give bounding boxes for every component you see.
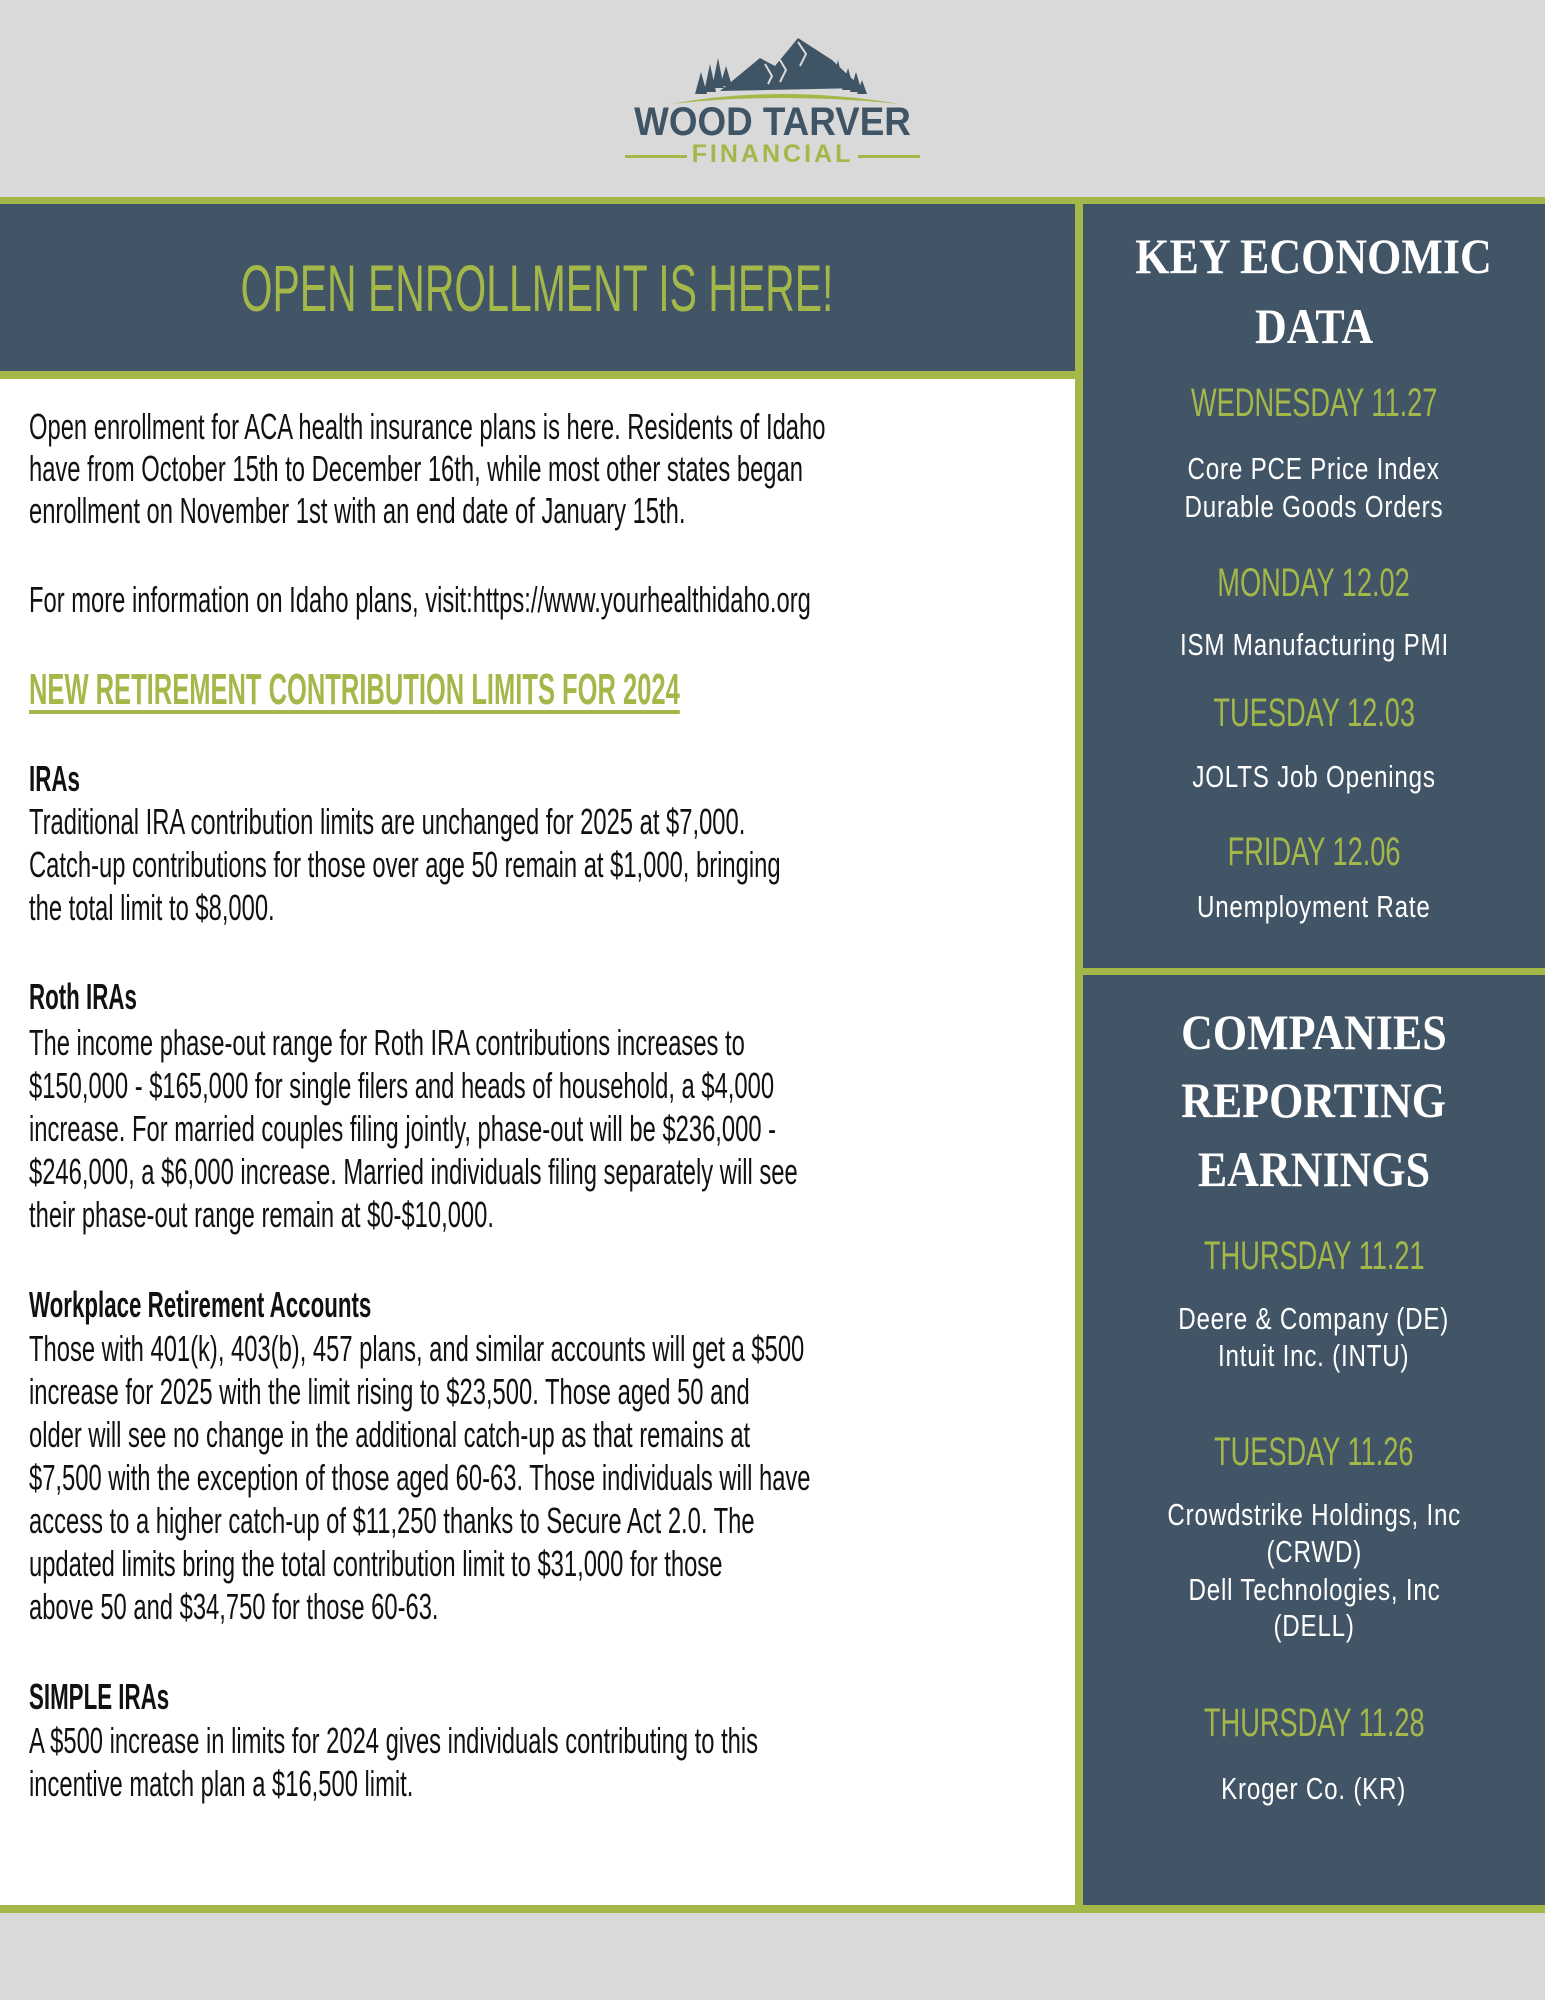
section-line: increase. For married couples filing jointly, phase-out will be $236,000 -	[29, 1108, 777, 1149]
event-item: (CRWD)	[1266, 1534, 1362, 1569]
section-line: incentive match plan a $16,500 limit.	[29, 1763, 414, 1804]
event-item: Intuit Inc. (INTU)	[1218, 1338, 1410, 1373]
section-line: above 50 and $34,750 for those 60-63.	[29, 1586, 439, 1627]
intro-line: Open enrollment for ACA health insurance plans is here. Residents of Idaho	[29, 406, 826, 447]
page-title	[0, 248, 1075, 328]
section-title-iras: IRAs	[29, 758, 80, 799]
logo-wordmark: WOOD TARVER	[634, 100, 911, 144]
intro-line: enrollment on November 1st with an end date of January 15th.	[29, 490, 686, 531]
page-title-text: OPEN ENROLLMENT IS HERE!	[241, 251, 834, 325]
event-item: JOLTS Job Openings	[1192, 759, 1436, 794]
event-date: TUESDAY 11.26	[1214, 1430, 1414, 1474]
logo-rule-right	[858, 155, 920, 158]
event-item: Core PCE Price Index	[1187, 451, 1441, 486]
section-heading: NEW RETIREMENT CONTRIBUTION LIMITS FOR 2024	[29, 665, 680, 714]
event-date: THURSDAY 11.21	[1203, 1234, 1425, 1278]
section-line: Catch-up contributions for those over age 50 remain at $1,000, bringing	[29, 844, 781, 885]
event-item: Crowdstrike Holdings, Inc	[1167, 1497, 1461, 1532]
section-line: The income phase-out range for Roth IRA contributions increases to	[29, 1022, 745, 1063]
section-line: Traditional IRA contribution limits are unchanged for 2025 at $7,000.	[29, 801, 746, 842]
sidebar-title-economic: KEY ECONOMIC	[1135, 228, 1493, 284]
event-date: TUESDAY 12.03	[1213, 691, 1415, 735]
header-divider	[0, 371, 1075, 379]
section-line: increase for 2025 with the limit rising to $23,500. Those aged 50 and	[29, 1371, 750, 1412]
section-line: updated limits bring the total contribution limit to $31,000 for those	[29, 1543, 723, 1584]
info-link-line[interactable]: For more information on Idaho plans, visit:https://www.yourhealthidaho.org	[29, 579, 811, 620]
event-item: Dell Technologies, Inc	[1188, 1572, 1440, 1607]
section-title-roth-iras: Roth IRAs	[29, 976, 137, 1017]
section-line: their phase-out range remain at $0-$10,000.	[29, 1194, 494, 1235]
section-line: $246,000, a $6,000 increase. Married individuals filing separately will see	[29, 1151, 798, 1192]
event-item: Durable Goods Orders	[1184, 489, 1444, 524]
event-date: FRIDAY 12.06	[1227, 830, 1401, 874]
section-line: $150,000 - $165,000 for single filers and heads of household, a $4,000	[29, 1065, 775, 1106]
section-line: Those with 401(k), 403(b), 457 plans, and similar accounts will get a $500	[29, 1328, 805, 1369]
section-line: A $500 increase in limits for 2024 gives individuals contributing to this	[29, 1720, 759, 1761]
event-date: THURSDAY 11.28	[1203, 1701, 1425, 1745]
event-date: MONDAY 12.02	[1217, 561, 1411, 605]
event-item: (DELL)	[1273, 1608, 1355, 1643]
sidebar-title-earnings: EARNINGS	[1197, 1141, 1431, 1197]
event-item: Kroger Co. (KR)	[1221, 1771, 1407, 1806]
top-accent-bar	[0, 197, 1545, 204]
section-line: the total limit to $8,000.	[29, 887, 275, 928]
event-date: WEDNESDAY 11.27	[1190, 381, 1438, 425]
sidebar-title-earnings: REPORTING	[1181, 1072, 1447, 1128]
sidebar-divider	[1083, 968, 1545, 975]
section-line: $7,500 with the exception of those aged 60-63. Those individuals will have	[29, 1457, 811, 1498]
logo-subtitle: FINANCIAL	[691, 140, 854, 168]
column-divider	[1075, 197, 1083, 1912]
section-line: older will see no change in the additional catch-up as that remains at	[29, 1414, 751, 1455]
event-item: Unemployment Rate	[1197, 889, 1431, 924]
section-title-workplace: Workplace Retirement Accounts	[29, 1284, 372, 1325]
event-item: Deere & Company (DE)	[1178, 1301, 1450, 1336]
section-line: access to a higher catch-up of $11,250 thanks to Secure Act 2.0. The	[29, 1500, 755, 1541]
sidebar-title-economic: DATA	[1254, 298, 1374, 354]
company-logo	[600, 36, 945, 171]
bottom-accent-bar	[0, 1905, 1545, 1913]
section-title-simple-iras: SIMPLE IRAs	[29, 1676, 170, 1717]
event-item: ISM Manufacturing PMI	[1179, 627, 1449, 662]
intro-line: have from October 15th to December 16th, while most other states began	[29, 448, 803, 489]
sidebar-title-earnings: COMPANIES	[1181, 1004, 1447, 1060]
mountain-logo-icon	[600, 36, 945, 106]
